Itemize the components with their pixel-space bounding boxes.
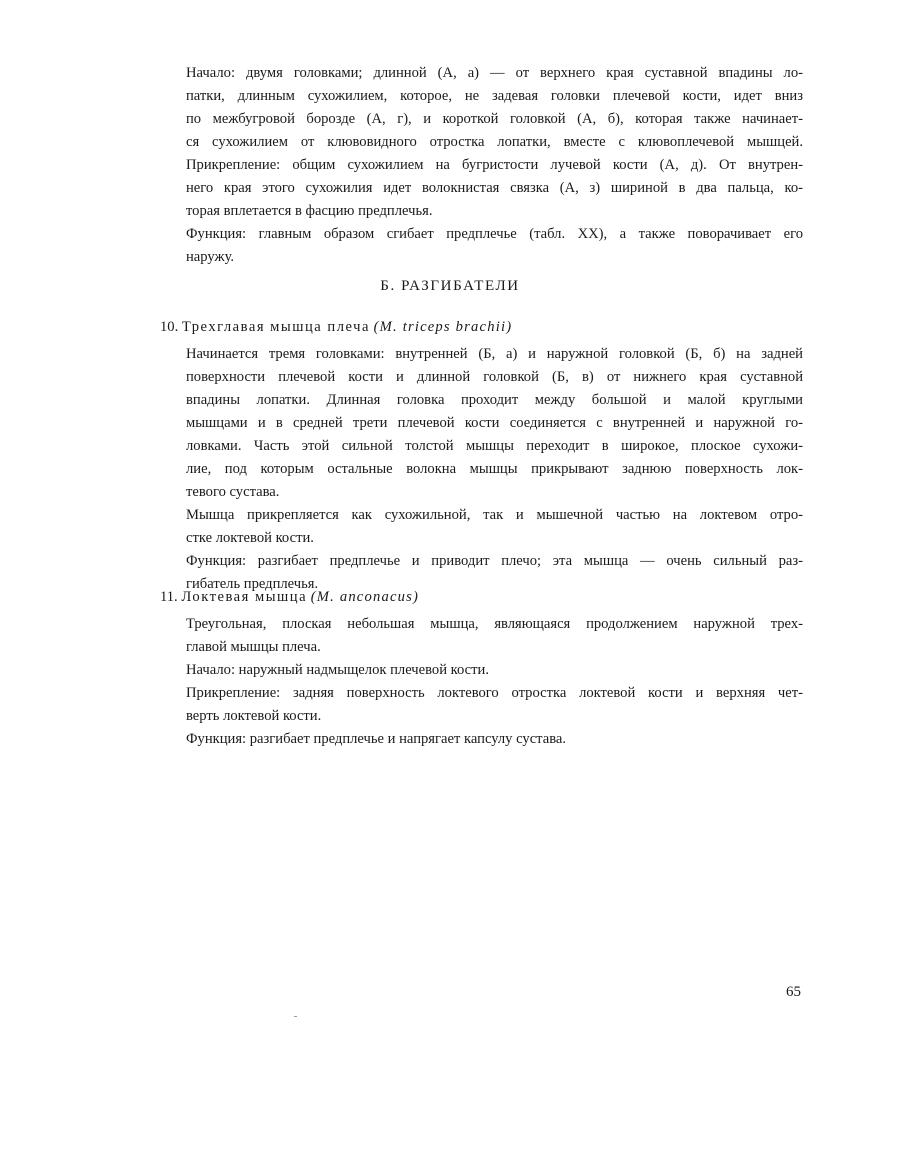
text-line: Треугольная, плоская небольшая мышца, являющаяся продолжением наружной трех- — [186, 616, 803, 632]
entry-number: 11. — [160, 589, 178, 605]
text-line: ся сухожилием от клювовидного отростка лопатки, вместе с клювоплечевой мышцей. — [186, 134, 803, 150]
text-line: него края этого сухожилия идет волокнистая связка (А, з) шириной в два пальца, ко- — [186, 180, 803, 196]
text-line: лие, под которым остальные волокна мышцы прикрывают заднюю поверхность лок- — [186, 461, 803, 477]
text-line: верть локтевой кости. — [186, 708, 322, 724]
text-line: Начало: двумя головками; длинной (А, а) — от верхнего края суставной впадины ло- — [186, 65, 803, 81]
entry-body-anconeus — [186, 613, 803, 751]
text-line: торая вплетается в фасцию предплечья. — [186, 203, 433, 219]
text-line: Мышца прикрепляется как сухожильной, так и мышечной частью на локтевом отро- — [186, 507, 803, 523]
entry-title: Трехглавая мышца плеча — [181, 319, 370, 335]
text-line: Прикрепление: задняя поверхность локтевого отростка локтевой кости и верхняя чет- — [186, 685, 803, 701]
text-line: впадины лопатки. Длинная головка проходит между большой и малой круглыми — [186, 392, 803, 408]
text-line: Прикрепление: общим сухожилием на бугристости лучевой кости (А, д). От внутрен- — [186, 157, 803, 173]
text-line: по межбугровой борозде (А, г), и короткой головкой (А, б), которая также начинает- — [186, 111, 803, 127]
intro-paragraphs — [186, 62, 803, 269]
text-line: Начинается тремя головками: внутренней (Б, а) и наружной головкой (Б, б) на задней — [186, 346, 803, 362]
text-line: гибатель предплечья. — [186, 576, 319, 592]
text-line: главой мышцы плеча. — [186, 639, 321, 655]
scan-speck — [294, 1016, 297, 1017]
entry-number: 10. — [160, 319, 179, 335]
page-number: 65 — [786, 984, 801, 1000]
entry-latin-name: (M. triceps brachii) — [373, 319, 513, 335]
text-line: стке локтевой кости. — [186, 530, 314, 546]
text-line: Функция: разгибает предплечье и напрягает капсулу сустава. — [186, 731, 567, 747]
text-line: мышцами и в средней трети плечевой кости соединяется с внутренней и наружной го- — [186, 415, 803, 431]
entry-title: Локтевая мышца — [181, 589, 308, 605]
text-line: патки, длинным сухожилием, которое, не задевая головки плечевой кости, идет вниз — [186, 88, 803, 104]
text-line: наружу. — [186, 249, 235, 265]
section-heading: Б. РАЗГИБАТЕЛИ — [380, 278, 520, 294]
entry-heading-triceps — [160, 316, 512, 339]
text-line: Функция: разгибает предплечье и приводит плечо; эта мышца — очень сильный раз- — [186, 553, 803, 569]
text-line: Функция: главным образом сгибает предплечье (табл. XX), а также поворачивает его — [186, 226, 803, 242]
text-line: ловками. Часть этой сильной толстой мышцы переходит в широкое, плоское сухожи- — [186, 438, 803, 454]
entry-latin-name: (M. anconacus) — [310, 589, 420, 605]
text-line: тевого сустава. — [186, 484, 280, 500]
entry-body-triceps — [186, 343, 803, 596]
entry-heading-anconeus — [160, 586, 419, 609]
text-line: поверхности плечевой кости и длинной головкой (Б, в) от нижнего края суставной — [186, 369, 803, 385]
text-line: Начало: наружный надмыщелок плечевой кости. — [186, 662, 489, 678]
